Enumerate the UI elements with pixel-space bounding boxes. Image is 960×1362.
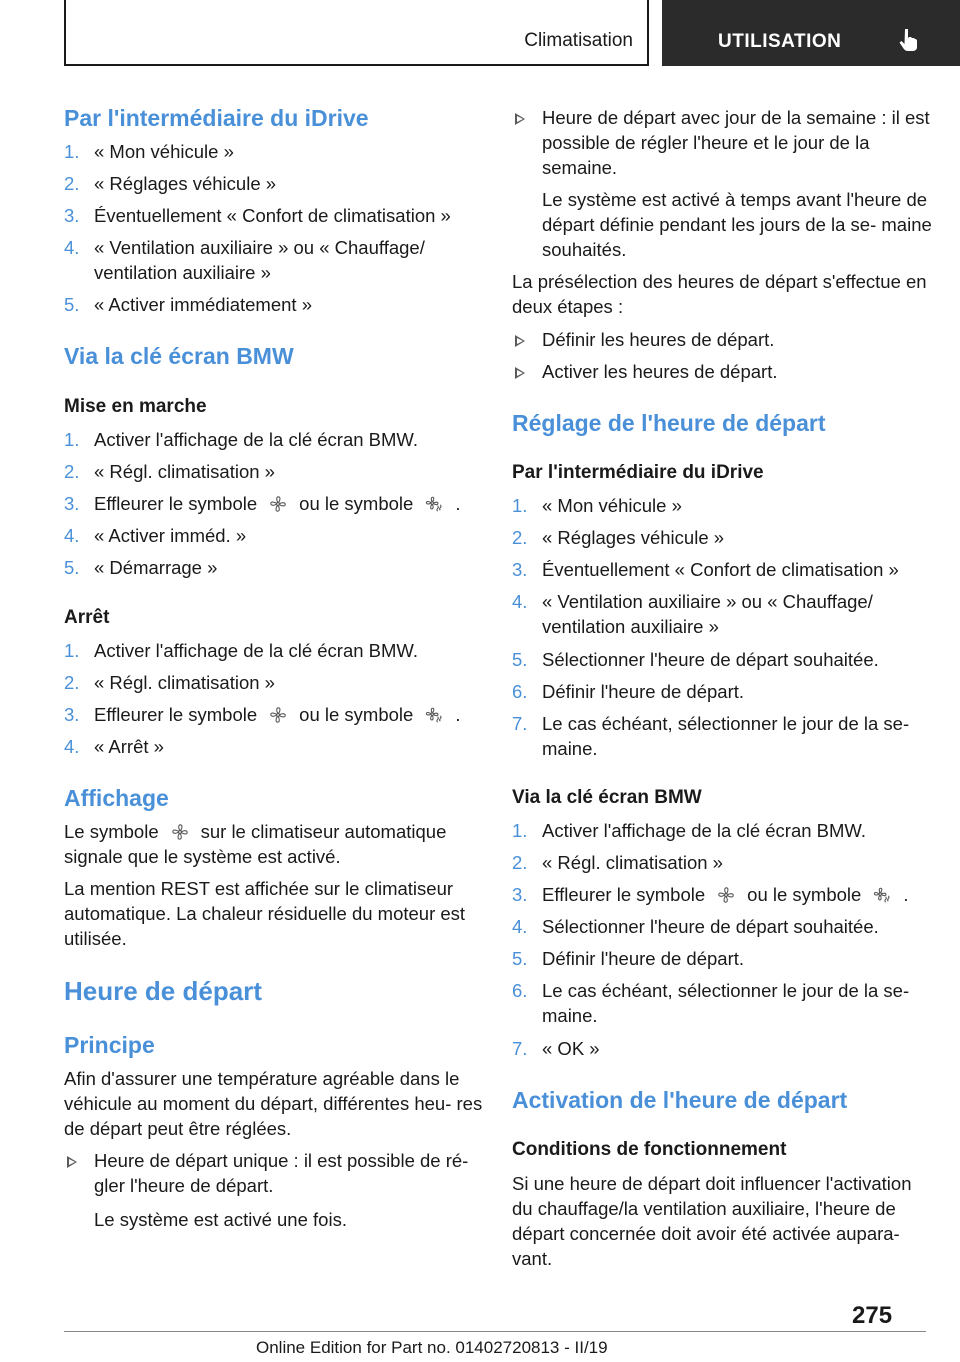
- list-item: 4. Sélectionner l'heure de départ souhaitée.: [512, 916, 879, 937]
- bullet-triangle-icon: [515, 335, 525, 347]
- list-item: 2. « Régl. climatisation »: [64, 461, 275, 482]
- list-item: 1. Activer l'affichage de la clé écran BMW.: [512, 820, 867, 841]
- subheading-switch-off: Arrêt: [64, 607, 110, 628]
- principle-paragraph: Afin d'assurer une température agréable dans le véhicule au moment du départ, différentes heu- res de départ peut être réglées.: [64, 1068, 483, 1139]
- heater-icon: [425, 495, 443, 513]
- list-item: 6. Définir l'heure de départ.: [512, 681, 745, 702]
- list-item: 3. Éventuellement « Confort de climatisation »: [512, 559, 899, 580]
- display-paragraph-2: La mention REST est affichée sur le climatiseur automatique. La chaleur résiduelle du moteur est utilisée.: [64, 878, 466, 949]
- list-item: 6. Le cas échéant, sélectionner le jour de la se- maine.: [512, 980, 910, 1026]
- header-chapter-title: UTILISATION: [718, 31, 842, 52]
- list-item: 1. Activer l'affichage de la clé écran BMW.: [64, 429, 419, 450]
- heading-display: Affichage: [64, 785, 169, 811]
- list-item: 2. « Réglages véhicule »: [512, 527, 725, 548]
- heading-activation: Activation de l'heure de départ: [512, 1087, 848, 1113]
- list-item: 4. « Arrêt »: [64, 736, 164, 757]
- subheading-switch-on: Mise en marche: [64, 396, 207, 417]
- list-item: 7. « OK »: [512, 1038, 600, 1059]
- list-item: 1. « Mon véhicule »: [64, 141, 234, 162]
- conditions-paragraph: Si une heure de départ doit influencer l'activation du chauffage/la ventilation auxiliaire, l'heure de départ concernée doit avoir été activée aupara- vant.: [512, 1173, 912, 1269]
- list-item: 5. Sélectionner l'heure de départ souhaitée.: [512, 649, 879, 670]
- bullet-triangle-icon: [515, 367, 525, 379]
- list-item: 2. « Réglages véhicule »: [64, 173, 277, 194]
- list-item: 3. Effleurer le symbole ou le symbole .: [512, 884, 909, 905]
- subheading-conditions: Conditions de fonctionnement: [512, 1139, 787, 1160]
- bullet-item: Activer les heures de départ.: [512, 359, 932, 384]
- fan-icon: [717, 886, 735, 904]
- heading-setting-departure: Réglage de l'heure de départ: [512, 410, 826, 436]
- bullet-item: Heure de départ unique : il est possible de ré- gler l'heure de départ.: [64, 1148, 484, 1198]
- list-item: 7. Le cas échéant, sélectionner le jour de la se- maine.: [512, 713, 910, 759]
- header-section-box: [64, 0, 649, 66]
- list-item: 2. « Régl. climatisation »: [512, 852, 723, 873]
- fan-icon: [269, 706, 287, 724]
- fan-icon: [269, 495, 287, 513]
- heater-icon: [425, 706, 443, 724]
- list-item: 1. « Mon véhicule »: [512, 495, 682, 516]
- bullet-item: Définir les heures de départ.: [512, 327, 932, 352]
- list-item: 5. « Démarrage »: [64, 557, 218, 578]
- preselect-paragraph: La présélection des heures de départ s'effectue en deux étapes :: [512, 271, 927, 317]
- display-paragraph-1: Le symbole sur le climatiseur automatique signale que le système est activé.: [64, 821, 447, 867]
- heading-idrive: Par l'intermédiaire du iDrive: [64, 105, 369, 131]
- heading-departure-time: Heure de départ: [64, 976, 262, 1006]
- list-item: 4. « Activer imméd. »: [64, 525, 247, 546]
- heading-bmw-key: Via la clé écran BMW: [64, 343, 294, 369]
- list-item: 3. Effleurer le symbole ou le symbole .: [64, 493, 461, 514]
- heater-icon: [873, 886, 891, 904]
- subheading-bmw-key: Via la clé écran BMW: [512, 787, 702, 808]
- list-item: 3. Effleurer le symbole ou le symbole .: [64, 704, 461, 725]
- list-item: 4. « Ventilation auxiliaire » ou « Chauffage/ ventilation auxiliaire »: [64, 237, 425, 283]
- bullet-triangle-icon: [515, 113, 525, 125]
- list-item: 3. Éventuellement « Confort de climatisation »: [64, 205, 451, 226]
- header-section-title: Climatisation: [524, 30, 633, 51]
- list-item: 5. « Activer immédiatement »: [64, 294, 312, 315]
- footer-edition: Online Edition for Part no. 01402720813 - II/19: [256, 1338, 608, 1357]
- list-item: 2. « Régl. climatisation »: [64, 672, 275, 693]
- list-item: 5. Définir l'heure de départ.: [512, 948, 745, 969]
- bullet-note: Le système est activé une fois.: [94, 1209, 347, 1230]
- heading-principle: Principe: [64, 1032, 155, 1058]
- hand-icon: [896, 26, 922, 52]
- footer-divider: [64, 1331, 926, 1332]
- bullet-note: Le système est activé à temps avant l'heure de départ définie pendant les jours de la se- maine souhaités.: [542, 189, 932, 260]
- subheading-idrive: Par l'intermédiaire du iDrive: [512, 462, 764, 483]
- list-item: 4. « Ventilation auxiliaire » ou « Chauffage/ ventilation auxiliaire »: [512, 591, 873, 637]
- page-number: 275: [852, 1302, 893, 1329]
- bullet-item: Heure de départ avec jour de la semaine : il est possible de régler l'heure et le jour de la semaine.: [512, 105, 932, 180]
- header-chapter-box: [662, 0, 960, 66]
- fan-icon: [171, 823, 189, 841]
- bullet-triangle-icon: [67, 1156, 77, 1168]
- list-item: 1. Activer l'affichage de la clé écran BMW.: [64, 640, 419, 661]
